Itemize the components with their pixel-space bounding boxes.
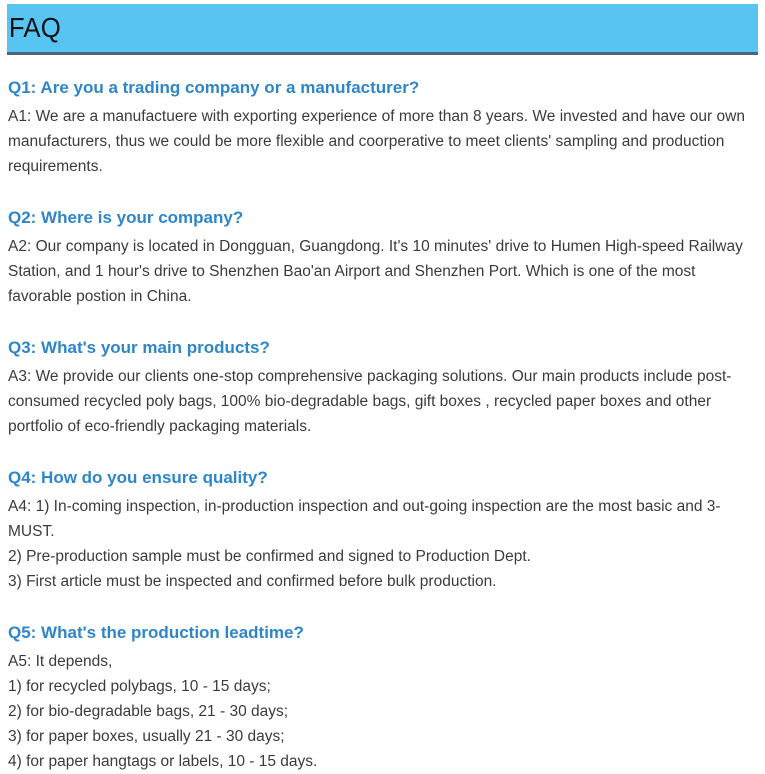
- faq-answer-4: [8, 494, 757, 594]
- faq-answer-line: 1) for recycled polybags, 10 - 15 days;: [8, 678, 271, 695]
- faq-answer-line: 2) for bio-degradable bags, 21 - 30 days;: [8, 703, 289, 720]
- page-title: FAQ: [8, 12, 61, 43]
- faq-answer-3: [8, 364, 757, 439]
- faq-answer-line: 3) for paper boxes, usually 21 - 30 days;: [8, 728, 285, 745]
- faq-answer-5: [8, 649, 757, 774]
- faq-item-1: [8, 78, 757, 179]
- faq-item-4: [8, 468, 757, 594]
- faq-answer-line: 3) First article must be inspected and confirmed before bulk production.: [8, 573, 497, 590]
- faq-answer-1: [8, 104, 757, 179]
- faq-answer-line: 4) for paper hangtags or labels, 10 - 15 days.: [8, 753, 318, 770]
- faq-list: [8, 55, 757, 774]
- faq-answer-line: A4: 1) In-coming inspection, in-production inspection and out-going inspection are the most basic and 3-MUST.: [8, 498, 721, 540]
- faq-answer-line: A2: Our company is located in Dongguan, Guangdong. It's 10 minutes' drive to Humen High-speed Railway Station, and 1 hour's drive to Shenzhen Bao'an Airport and Shenzhen Port. Which is one of the most favorable postion in China.: [8, 238, 743, 305]
- faq-answer-2: [8, 234, 757, 309]
- faq-answer-line: 2) Pre-production sample must be confirmed and signed to Production Dept.: [8, 548, 531, 565]
- faq-item-5: [8, 623, 757, 774]
- faq-answer-line: A1: We are a manufactuere with exporting experience of more than 8 years. We invested and have our own manufacturers, thus we could be more flexible and coorperative to meet clients' sampling and production requirements.: [8, 108, 745, 175]
- faq-item-3: [8, 338, 757, 439]
- faq-page: [0, 4, 765, 770]
- faq-question-1: Q1: Are you a trading company or a manufacturer?: [8, 78, 420, 97]
- faq-question-3: Q3: What's your main products?: [8, 338, 270, 357]
- faq-question-5: Q5: What's the production leadtime?: [8, 623, 304, 642]
- faq-item-2: [8, 208, 757, 309]
- faq-section-header: [7, 4, 758, 55]
- faq-question-2: Q2: Where is your company?: [8, 208, 244, 227]
- faq-answer-line: A5: It depends,: [8, 653, 113, 670]
- faq-question-4: Q4: How do you ensure quality?: [8, 468, 268, 487]
- faq-answer-line: A3: We provide our clients one-stop comprehensive packaging solutions. Our main products include post-consumed recycled poly bags, 100% bio-degradable bags, gift boxes , recycled paper boxes and other portfolio of eco-friendly packaging materials.: [8, 368, 732, 435]
